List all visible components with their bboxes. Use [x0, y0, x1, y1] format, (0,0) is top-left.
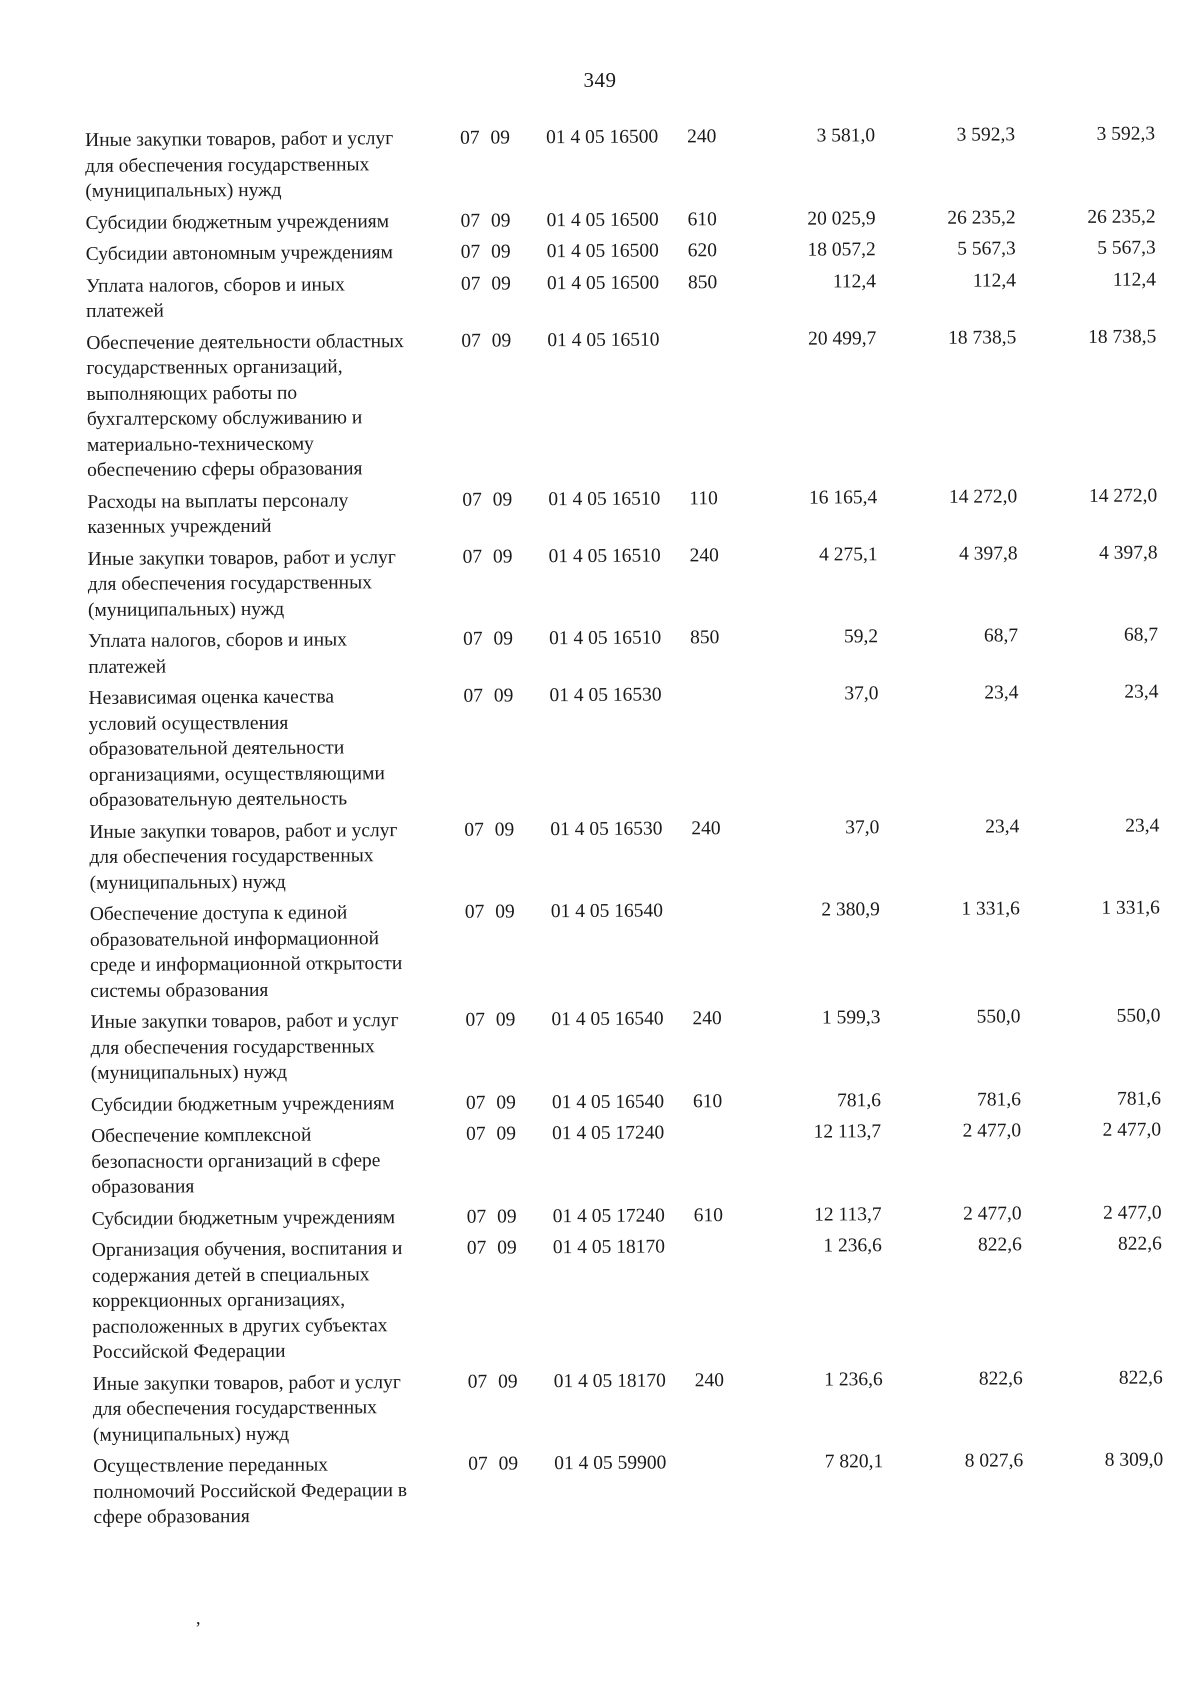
row-section-code: 07 09 [460, 127, 511, 149]
table-row [88, 540, 1178, 623]
row-value-1: 7 820,1 [824, 1451, 884, 1473]
row-name: Иные закупки товаров, работ и услуг для обеспечения государственных (муниципальных) нужд [87, 546, 396, 621]
row-name: Иные закупки товаров, работ и услуг для обеспечения государственных (муниципальных) нужд [90, 1010, 399, 1084]
row-name: Субсидии бюджетным учреждениям [90, 1092, 395, 1116]
row-value-1: 12 113,7 [813, 1121, 882, 1143]
row-section-code: 07 09 [468, 1453, 519, 1475]
row-section-code: 07 09 [460, 241, 511, 263]
table-row [89, 813, 1179, 896]
row-value-2: 3 592,3 [956, 124, 1016, 146]
table-row [93, 1447, 1183, 1530]
row-value-2: 23,4 [984, 682, 1019, 704]
row-value-2: 822,6 [977, 1234, 1022, 1256]
row-target-code: 01 4 05 16500 [546, 126, 659, 149]
row-section-code: 07 09 [466, 1237, 517, 1259]
row-value-2: 1 331,6 [961, 898, 1020, 920]
row-expense-type: 240 [687, 126, 717, 148]
row-value-1: 4 275,1 [819, 543, 878, 566]
row-value-1: 37,0 [845, 816, 880, 838]
row-expense-type: 610 [687, 208, 717, 230]
row-section-code: 07 09 [462, 488, 513, 511]
row-value-1: 3 581,0 [816, 125, 876, 147]
row-value-2: 14 272,0 [948, 485, 1018, 508]
row-target-code: 01 4 05 18170 [552, 1236, 666, 1259]
row-section-code: 07 09 [467, 1370, 518, 1393]
row-value-3: 5 567,3 [1097, 237, 1156, 259]
row-value-2: 550,0 [976, 1006, 1021, 1028]
row-section-code: 07 09 [460, 272, 511, 295]
row-value-3: 822,6 [1117, 1233, 1162, 1255]
row-value-1: 112,4 [832, 270, 877, 292]
table-row [92, 1231, 1183, 1365]
table-row [90, 895, 1181, 1004]
row-target-code: 01 4 05 16510 [549, 627, 662, 650]
row-value-1: 59,2 [843, 626, 879, 648]
row-target-code: 01 4 05 17240 [552, 1122, 665, 1145]
row-target-code: 01 4 05 16540 [551, 1090, 665, 1113]
row-value-3: 23,4 [1125, 814, 1160, 837]
row-section-code: 07 09 [466, 1123, 517, 1145]
table-row [86, 235, 1176, 267]
row-section-code: 07 09 [463, 628, 514, 650]
table-row [91, 1086, 1181, 1118]
table-row [86, 267, 1176, 325]
row-value-3: 112,4 [1112, 268, 1157, 291]
row-value-3: 1 331,6 [1101, 897, 1160, 919]
row-name: Осуществление переданных полномочий Российской Федерации в сфере образования [93, 1454, 408, 1528]
row-value-1: 37,0 [844, 683, 879, 705]
row-value-3: 550,0 [1116, 1005, 1161, 1027]
row-value-3: 4 397,8 [1099, 541, 1158, 564]
row-expense-type: 240 [689, 544, 719, 566]
row-target-code: 01 4 05 16540 [550, 900, 663, 923]
table-row [88, 679, 1179, 813]
row-value-3: 3 592,3 [1096, 123, 1156, 145]
row-name: Уплата налогов, сборов и иных платежей [88, 629, 348, 678]
row-name: Независимая оценка качества условий осуществления образовательной деятельности организациями, осуществляющими образовательную деятельность [88, 686, 385, 811]
row-section-code: 07 09 [464, 901, 515, 923]
row-value-1: 16 165,4 [808, 486, 878, 509]
row-value-3: 14 272,0 [1088, 484, 1158, 507]
row-section-code: 07 09 [460, 209, 511, 232]
row-expense-type: 850 [690, 627, 720, 649]
table-row [93, 1365, 1183, 1448]
row-target-code: 01 4 05 16530 [550, 817, 663, 840]
row-value-1: 12 113,7 [814, 1203, 882, 1226]
row-expense-type: 240 [694, 1369, 724, 1391]
row-target-code: 01 4 05 16510 [548, 544, 661, 567]
table-row [88, 622, 1178, 680]
row-value-1: 1 599,3 [821, 1007, 881, 1029]
row-name: Субсидии автономным учреждениям [85, 242, 394, 265]
table-row [91, 1117, 1181, 1200]
row-name: Обеспечение деятельности областных государственных организаций, выполняющих работы по бухгалтерскому обслуживанию и материально-техническому обеспечению сферы образования [86, 330, 404, 481]
row-target-code: 01 4 05 59900 [554, 1452, 667, 1475]
row-section-code: 07 09 [461, 329, 512, 352]
table-row [86, 324, 1177, 484]
row-value-2: 2 477,0 [963, 1202, 1022, 1225]
row-target-code: 01 4 05 16500 [546, 271, 660, 294]
row-name: Иные закупки товаров, работ и услуг для обеспечения государственных (муниципальных) нужд [89, 819, 398, 894]
table-row [87, 483, 1177, 541]
row-value-1: 20 025,9 [807, 207, 876, 230]
row-name: Обеспечение комплексной безопасности организаций в сфере образования [91, 1124, 381, 1198]
row-section-code: 07 09 [466, 1205, 517, 1228]
row-value-3: 2 477,0 [1103, 1201, 1162, 1224]
row-name: Уплата налогов, сборов и иных платежей [85, 273, 345, 322]
row-value-2: 18 738,5 [947, 326, 1017, 349]
row-value-2: 68,7 [983, 625, 1019, 647]
row-target-code: 01 4 05 16540 [551, 1008, 664, 1031]
row-section-code: 07 09 [462, 545, 513, 568]
row-section-code: 07 09 [464, 818, 515, 841]
row-expense-type: 850 [687, 271, 718, 293]
row-value-2: 26 235,2 [947, 206, 1016, 229]
row-value-3: 18 738,5 [1087, 325, 1157, 348]
row-value-2: 2 477,0 [962, 1120, 1022, 1142]
row-name: Обеспечение доступа к единой образовательной информационной среде и информационной открытости системы образования [89, 902, 403, 1002]
row-value-1: 1 236,6 [824, 1368, 883, 1391]
row-value-1: 20 499,7 [807, 327, 877, 350]
row-section-code: 07 09 [465, 1009, 516, 1031]
row-expense-type: 240 [691, 817, 721, 839]
row-section-code: 07 09 [465, 1091, 516, 1114]
row-value-3: 781,6 [1117, 1087, 1162, 1110]
row-expense-type: 110 [689, 487, 718, 509]
row-name: Расходы на выплаты персоналу казенных учреждений [87, 489, 349, 538]
row-expense-type: 620 [687, 240, 718, 262]
row-expense-type: 610 [693, 1204, 723, 1226]
scan-mark: , [196, 1608, 201, 1628]
table-row [85, 121, 1175, 204]
row-value-1: 18 057,2 [807, 239, 876, 261]
table-row [90, 1003, 1180, 1086]
row-target-code: 01 4 05 16510 [547, 328, 660, 351]
row-target-code: 01 4 05 16500 [546, 208, 659, 231]
row-section-code: 07 09 [463, 685, 514, 707]
row-value-1: 781,6 [837, 1089, 882, 1111]
row-target-code: 01 4 05 16500 [546, 240, 659, 263]
row-value-3: 2 477,0 [1102, 1119, 1162, 1141]
row-name: Иные закупки товаров, работ и услуг для обеспечения государственных (муниципальных) нужд [92, 1371, 401, 1446]
row-value-3: 23,4 [1124, 681, 1159, 703]
row-target-code: 01 4 05 16510 [548, 487, 661, 510]
row-value-1: 1 236,6 [823, 1235, 882, 1257]
row-value-2: 112,4 [972, 269, 1017, 292]
row-value-2: 781,6 [977, 1088, 1022, 1111]
row-value-2: 5 567,3 [957, 238, 1016, 260]
row-value-1: 2 380,9 [821, 899, 880, 921]
row-value-3: 26 235,2 [1087, 205, 1156, 228]
row-name: Организация обучения, воспитания и содержания детей в специальных коррекционных организациях, расположенных в других субъектах Российской Федерации [91, 1238, 403, 1363]
row-value-2: 822,6 [978, 1367, 1023, 1390]
row-value-2: 8 027,6 [964, 1450, 1024, 1472]
row-expense-type: 240 [692, 1008, 722, 1030]
row-target-code: 01 4 05 16530 [549, 684, 662, 707]
row-value-2: 4 397,8 [959, 542, 1018, 565]
budget-table [85, 121, 1184, 1536]
row-target-code: 01 4 05 18170 [553, 1369, 666, 1392]
row-name: Субсидии бюджетным учреждениям [85, 210, 390, 234]
table-row [92, 1200, 1182, 1232]
row-value-3: 68,7 [1123, 624, 1159, 646]
table-row [86, 204, 1176, 236]
page-number: 349 [583, 68, 617, 92]
row-value-3: 822,6 [1118, 1366, 1163, 1389]
row-name: Субсидии бюджетным учреждениям [91, 1206, 396, 1230]
row-name: Иные закупки товаров, работ и услуг для обеспечения государственных (муниципальных) нужд [85, 128, 394, 202]
row-value-2: 23,4 [985, 815, 1020, 838]
row-value-3: 8 309,0 [1104, 1449, 1164, 1471]
row-expense-type: 610 [692, 1090, 723, 1112]
row-target-code: 01 4 05 17240 [552, 1204, 665, 1227]
